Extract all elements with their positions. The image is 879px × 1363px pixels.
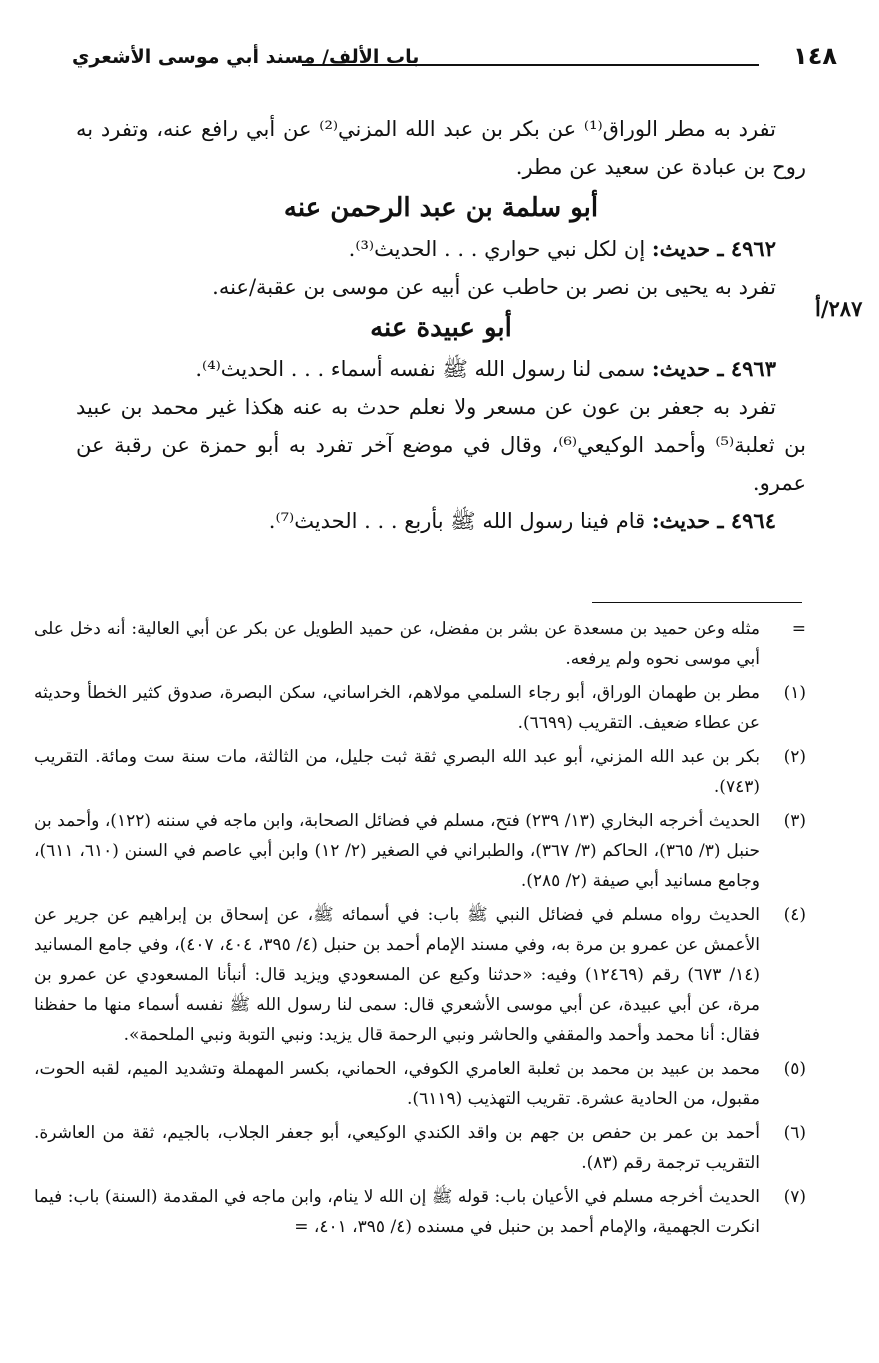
footnote — [34, 1182, 806, 1242]
hadith-text: سمى لنا رسول الله ﷺ نفسه أسماء . . . الحديث⁽⁴⁾. — [195, 357, 646, 381]
section-heading: أبو سلمة بن عبد الرحمن عنه — [283, 193, 599, 223]
footnote-text: مطر بن طهمان الوراق، أبو رجاء السلمي مولاهم، الخراساني، سكن البصرة، صدوق كثير الخطأ وحديثه عن عطاء ضعيف. التقريب (٦٦٩٩). — [34, 683, 760, 733]
footnote-mark: (٤) — [783, 905, 806, 925]
footnote-text: بكر بن عبد الله المزني، أبو عبد الله البصري ثقة ثبت جليل، من الثالثة، مات سنة ست ومائة. التقريب (٧٤٣). — [34, 747, 760, 797]
footnote-text: مثله وعن حميد بن مسعدة عن بشر بن مفضل، عن حميد الطويل عن بكر عن أبي العالية: أنه دخل على أبي موسى نحوه ولم يرفعه. — [34, 619, 760, 669]
main-text — [76, 110, 806, 540]
footnote — [34, 806, 806, 896]
hadith-entry — [76, 502, 806, 540]
footnote — [34, 742, 806, 802]
footnote — [34, 678, 806, 738]
hadith-number: ٤٩٦٢ ـ حديث: — [651, 236, 776, 261]
footnote-mark: (٧) — [783, 1187, 806, 1207]
footnote-text: الحديث رواه مسلم في فضائل النبي ﷺ باب: في أسمائه ﷺ، عن إسحاق بن إبراهيم عن جرير عن الأعمش عن عمرو بن مرة به، وفي مسند الإمام أحمد بن حنبل (٤/ ٣٩٥، ٤٠٤، ٤٠٧)، وفي جامع المسانيد (١٤/ ٦٧٣) رقم (١٢٤٦٩) وفيه: «حدثنا وكيع عن المسعودي ويزيد قال: أنبأنا المسعودي عن عمرو بن مرة، عن أبي عبيدة، عن أبي موسى الأشعري قال: سمى لنا رسول الله ﷺ نفسه أسماء منها ما حفظنا فقال: أنا محمد وأحمد والمقفي والحاشر ونبي الرحمة قال يزيد: ونبي التوبة ونبي الملحمة». — [34, 905, 760, 1045]
footnote-text: الحديث أخرجه مسلم في الأعيان باب: قوله ﷺ إن الله لا ينام، وابن ماجه في المقدمة (السنة) باب: فيما انكرت الجهمية، والإمام أحمد بن حنبل في مسنده (٤/ ٣٩٥، ٤٠١، = — [34, 1187, 760, 1237]
paragraph: تفرد به جعفر بن عون عن مسعر ولا نعلم حدث به عنه هكذا غير محمد بن عبيد بن ثعلبة⁽⁵⁾ وأحمد الوكيعي⁽⁶⁾، وقال في موضع آخر تفرد به أبو حمزة عن رقبة عن عمرو. — [76, 395, 807, 495]
header-title: باب الألف/ مسند أبي موسى الأشعري — [72, 46, 420, 68]
hadith-number: ٤٩٦٣ ـ حديث: — [651, 356, 776, 381]
footnote — [34, 1118, 806, 1178]
footnote-mark: (١) — [783, 683, 806, 703]
footnote-mark: (٢) — [783, 747, 806, 767]
page-number: ١٤٨ — [793, 42, 837, 70]
section-heading: أبو عبيدة عنه — [370, 313, 512, 343]
footnote — [34, 1054, 806, 1114]
margin-folio-note: ٢٨٧/أ — [815, 296, 863, 321]
footnote-text: أحمد بن عمر بن حفص بن جهم بن واقد الكندي الوكيعي، أبو جعفر الجلاب، بالجيم، ثقة من العاشرة. التقريب ترجمة رقم (٨٣). — [34, 1123, 760, 1173]
hadith-number: ٤٩٦٤ ـ حديث: — [651, 508, 776, 533]
footnote-text: الحديث أخرجه البخاري (١٣/ ٢٣٩) فتح، مسلم في فضائل الصحابة، وابن ماجه في سننه (١٢٢)، وأحمد بن حنبل (٣/ ٣٦٥)، الحاكم (٣/ ٣٦٧)، والطبراني في الصغير (٢/ ١٢) وابن أبي عاصم في السنن (٦١٠، ٦١١)، وجامع مسانيد أبي صيفة (٢/ ٢٨٥). — [34, 811, 760, 891]
footnote — [34, 614, 806, 674]
hadith-entry — [76, 230, 806, 268]
running-header — [72, 38, 837, 78]
hadith-text: قام فينا رسول الله ﷺ بأربع . . . الحديث⁽⁷⁾. — [268, 509, 646, 533]
footnotes — [34, 614, 806, 1246]
paragraph: تفرد به يحيى بن نصر بن حاطب عن أبيه عن موسى بن عقبة/عنه. — [212, 275, 776, 299]
footnote-mark: = — [791, 619, 806, 639]
hadith-entry — [76, 350, 806, 388]
hadith-text: إن لكل نبي حواري . . . الحديث⁽³⁾. — [348, 237, 646, 261]
footnote-mark: (٣) — [783, 811, 806, 831]
footnote-text: محمد بن عبيد بن محمد بن ثعلبة العامري الكوفي، الحماني، بكسر المهملة وتشديد الميم، لقبه الحوت، مقبول، من الحادية عشرة. تقريب التهذيب (٦١١٩). — [34, 1059, 760, 1109]
paragraph: تفرد به مطر الوراق⁽¹⁾ عن بكر بن عبد الله المزني⁽²⁾ عن أبي رافع عنه، وتفرد به روح بن عبادة عن سعيد عن مطر. — [76, 117, 806, 179]
footnote-separator — [592, 602, 802, 603]
footnote-mark: (٥) — [783, 1059, 806, 1079]
footnote-mark: (٦) — [783, 1123, 806, 1143]
footnote — [34, 900, 806, 1050]
